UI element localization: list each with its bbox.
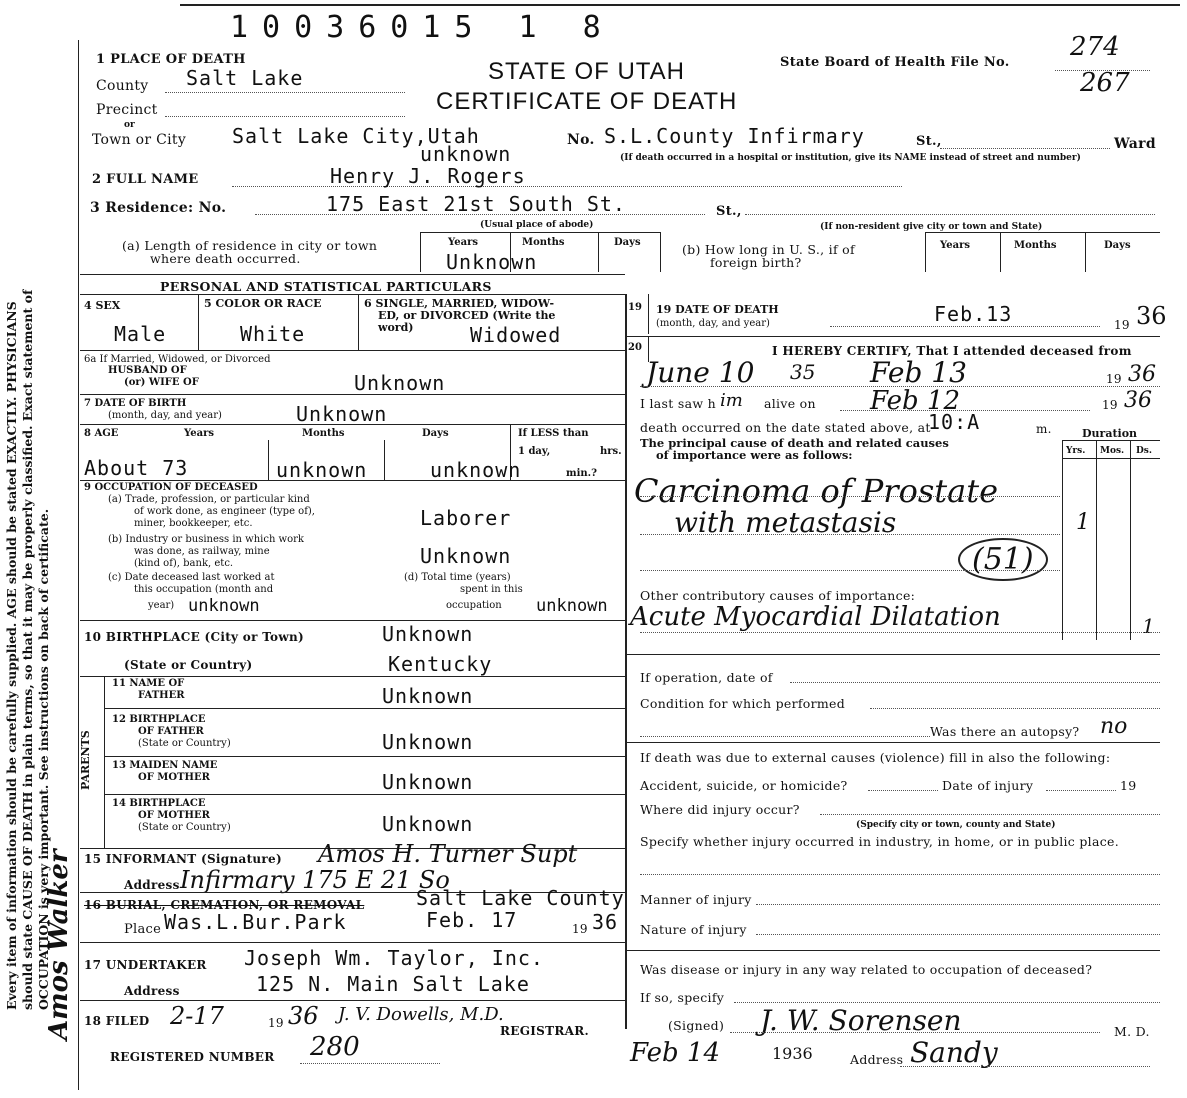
marital-label-a: 6 SINGLE, MARRIED, WIDOW-	[364, 297, 555, 310]
cause-label-a: The principal cause of death and related causes	[640, 436, 949, 450]
mother-name-label-a: 13 MAIDEN NAME	[112, 760, 218, 771]
occ-c-value: unknown	[188, 596, 260, 616]
residence-st-label: St.,	[716, 204, 742, 219]
duration-label: Duration	[1082, 427, 1138, 440]
town-label: Town or City	[92, 132, 187, 148]
color-label: 5 COLOR OR RACE	[204, 297, 322, 310]
less-hrs: hrs.	[600, 446, 622, 457]
marital-label-c: word)	[378, 321, 414, 334]
parents-side-label: PARENTS	[79, 730, 92, 790]
where-note: (Specify city or town, county and State)	[856, 820, 1056, 830]
occ-b-label-a: (b) Industry or business in which work	[108, 534, 304, 545]
or-label: or	[124, 120, 135, 130]
last-saw-year: 36	[1124, 388, 1152, 413]
institution-note: (If death occurred in a hospital or institution, give its NAME instead of street and number)	[620, 153, 1081, 163]
informant-address: Infirmary 175 E 21 So	[180, 866, 450, 894]
instruction-line-3: OCCUPATION is very important. See instructions on back of certificate.	[36, 508, 51, 1010]
us-months-header: Months	[1014, 240, 1057, 251]
md-label: M. D.	[1114, 1024, 1150, 1039]
less-label-b: 1 day,	[518, 446, 551, 457]
accident-label: Accident, suicide, or homicide?	[640, 778, 848, 793]
occ-b-label-b: was done, as railway, mine	[134, 546, 270, 557]
other-cause-duration: 1	[1142, 614, 1155, 638]
birthplace-state: Kentucky	[388, 652, 493, 676]
spouse-label-b: HUSBAND OF	[108, 365, 187, 376]
filed-year-prefix: 19	[268, 1016, 284, 1030]
cause-line-1: Carcinoma of Prostate	[634, 472, 999, 510]
signed-label: (Signed)	[668, 1018, 725, 1033]
where-label: Where did injury occur?	[640, 802, 800, 817]
death-year: 36	[1136, 302, 1167, 330]
specify-label: Specify whether injury occurred in industry, in home, or in public place.	[640, 834, 1119, 849]
death-time: 10:A	[928, 410, 981, 434]
reg-no-value: 280	[310, 1032, 360, 1062]
birthplace-state-label: (State or Country)	[124, 658, 253, 672]
spouse-label-a: 6a If Married, Widowed, or Divorced	[84, 354, 271, 365]
residence-value: 175 East 21st South St.	[326, 192, 626, 216]
burial-place: Was.L.Bur.Park	[164, 910, 347, 934]
mother-bp-label-b: OF MOTHER	[138, 810, 210, 821]
serial-stamp: 10036015 1 8	[230, 10, 615, 45]
registrar-signature: J. V. Dowells, M.D.	[338, 1004, 504, 1025]
length-label-a: (a) Length of residence in city or town	[122, 238, 378, 253]
burial-date: Feb. 17	[426, 908, 518, 932]
usual-abode-note: (Usual place of abode)	[480, 220, 594, 230]
certify-num: 20	[628, 342, 642, 353]
dur-mos-header: Mos.	[1100, 446, 1125, 456]
county-label: County	[96, 78, 149, 94]
instruction-line-2: should state CAUSE OF DEATH in plain terms, so that it may be properly classified. Exact statement of	[20, 289, 35, 1010]
file-no-1: 274	[1070, 32, 1120, 62]
last-saw-label: I last saw h	[640, 396, 716, 411]
manner-label: Manner of injury	[640, 892, 752, 907]
ward-label: Ward	[1114, 136, 1156, 152]
birthplace-label: 10 BIRTHPLACE (City or Town)	[84, 630, 304, 644]
margin-scrawl: Amos Walker	[44, 849, 74, 1040]
registrar-label: REGISTRAR.	[500, 1024, 590, 1038]
occurred-label: death occurred on the date stated above, at	[640, 420, 931, 435]
age-months-value: unknown	[276, 458, 368, 482]
birthplace-city: Unknown	[382, 622, 474, 646]
burial-value: Salt Lake County	[416, 886, 625, 910]
occ-d-label-a: (d) Total time (years)	[404, 572, 511, 583]
filed-label: 18 FILED	[84, 1014, 150, 1028]
operation-label: If operation, date of	[640, 670, 773, 685]
last-saw-date: Feb 12	[870, 386, 960, 416]
no-label: No.	[567, 132, 595, 148]
dob-value: Unknown	[296, 402, 388, 426]
left-border	[78, 40, 79, 1090]
burial-place-label: Place	[124, 922, 162, 937]
sex-value: Male	[114, 322, 167, 346]
autopsy-value: no	[1100, 714, 1128, 739]
father-bp-label-a: 12 BIRTHPLACE	[112, 714, 206, 725]
condition-label: Condition for which performed	[640, 696, 846, 711]
last-saw-him: im	[720, 390, 743, 411]
informant-signature: Amos H. Turner Supt	[318, 840, 578, 868]
attended-from-year: 35	[790, 360, 816, 384]
file-no-label: State Board of Health File No.	[780, 55, 1010, 70]
father-name-value: Unknown	[382, 684, 474, 708]
spouse-value: Unknown	[354, 371, 446, 395]
death-date-label-a: 19 DATE OF DEATH	[656, 303, 779, 316]
death-year-prefix: 19	[1114, 318, 1130, 332]
reg-no-label: REGISTERED NUMBER	[110, 1050, 275, 1064]
instruction-line-1: Every item of information should be carefully supplied. AGE should be stated EXACTLY. PHYSICIANS	[4, 301, 19, 1010]
related-label: Was disease or injury in any way related to occupation of deceased?	[640, 962, 1093, 977]
us-days-header: Days	[1104, 240, 1131, 251]
occ-d-label-c: occupation	[446, 600, 502, 611]
father-name-label-b: FATHER	[138, 690, 185, 701]
father-bp-label-c: (State or Country)	[138, 738, 231, 749]
signed-year: 1936	[772, 1044, 813, 1063]
county-value: Salt Lake	[186, 66, 304, 90]
personal-heading: PERSONAL AND STATISTICAL PARTICULARS	[160, 279, 492, 294]
cause-line-2: with metastasis	[674, 506, 897, 539]
informant-label: 15 INFORMANT (Signature)	[84, 852, 282, 866]
m-label: m.	[1036, 422, 1052, 436]
color-value: White	[240, 322, 306, 346]
center-divider	[625, 294, 627, 1029]
sex-label: 4 SEX	[84, 299, 121, 312]
full-name-label: 2 FULL NAME	[92, 172, 199, 187]
ifso-label: If so, specify	[640, 990, 725, 1005]
institution-value: S.L.County Infirmary	[604, 124, 865, 148]
occ-a-label-b: of work done, as engineer (type of),	[134, 506, 315, 517]
mother-name-label-b: OF MOTHER	[138, 772, 210, 783]
occ-a-label-a: (a) Trade, profession, or particular kind	[108, 494, 310, 505]
father-bp-value: Unknown	[382, 730, 474, 754]
burial-label: 16 BURIAL, CREMATION, OR REMOVAL	[84, 898, 365, 912]
length-value: Unknown	[446, 250, 538, 274]
undertaker-value: Joseph Wm. Taylor, Inc.	[244, 946, 544, 970]
years-header: Years	[448, 237, 479, 248]
attended-to-year: 36	[1128, 362, 1156, 387]
injury-year-prefix: 19	[1120, 778, 1137, 793]
mother-bp-value: Unknown	[382, 812, 474, 836]
nature-label: Nature of injury	[640, 922, 747, 937]
dob-label-b: (month, day, and year)	[108, 410, 222, 421]
attended-to-year-prefix: 19	[1106, 372, 1122, 386]
signed-date: Feb 14	[630, 1038, 720, 1068]
top-border	[180, 4, 1180, 6]
mother-bp-label-a: 14 BIRTHPLACE	[112, 798, 206, 809]
occ-c-label-b: this occupation (month and	[134, 584, 274, 595]
certify-text: I HEREBY CERTIFY, That I attended deceased from	[772, 344, 1132, 358]
us-label-b: foreign birth?	[710, 255, 802, 270]
burial-year-prefix: 19	[572, 922, 588, 936]
place-heading: 1 PLACE OF DEATH	[96, 52, 246, 67]
injury-date-label: Date of injury	[942, 778, 1034, 793]
days-header: Days	[614, 237, 641, 248]
age-days-label: Days	[422, 428, 449, 439]
occ-b-label-c: (kind of), bank, etc.	[134, 558, 234, 569]
dur-ds-header: Ds.	[1136, 446, 1153, 456]
us-years-header: Years	[940, 240, 971, 251]
residence-label: 3 Residence: No.	[90, 200, 227, 216]
age-months-label: Months	[302, 428, 345, 439]
other-cause-value: Acute Myocardial Dilatation	[630, 602, 1001, 632]
father-name-label-a: 11 NAME OF	[112, 678, 185, 689]
spouse-label-c: (or) WIFE OF	[124, 377, 199, 388]
less-label-a: If LESS than	[518, 428, 589, 439]
length-label-b: where death occurred.	[150, 251, 301, 266]
occ-b-value: Unknown	[420, 544, 512, 568]
undertaker-address: 125 N. Main Salt Lake	[256, 972, 530, 996]
last-saw-year-prefix: 19	[1102, 398, 1118, 412]
occ-d-label-b: spent in this	[460, 584, 523, 595]
occ-c-label-c: year)	[148, 600, 175, 611]
dur-yrs-header: Yrs.	[1066, 446, 1086, 456]
us-label-a: (b) How long in U. S., if of	[682, 242, 855, 257]
physician-address-label: Address	[850, 1052, 904, 1067]
age-label: 8 AGE	[84, 428, 119, 439]
cause-label-b: of importance were as follows:	[656, 448, 853, 462]
dob-label-a: 7 DATE OF BIRTH	[84, 398, 187, 409]
alive-on-label: alive on	[764, 396, 816, 411]
father-bp-label-b: OF FATHER	[138, 726, 204, 737]
cause-duration: 1	[1076, 510, 1090, 535]
occ-a-value: Laborer	[420, 506, 512, 530]
marital-label-b: ED, or DIVORCED (Write the	[378, 309, 556, 322]
age-years-value: About 73	[84, 456, 189, 480]
precinct-label: Precinct	[96, 102, 158, 118]
certificate-title: CERTIFICATE OF DEATH	[436, 88, 738, 115]
marital-value: Widowed	[470, 323, 562, 347]
name-above: unknown	[420, 142, 512, 166]
mother-bp-label-c: (State or Country)	[138, 822, 231, 833]
nonresident-note: (If non-resident give city or town and State)	[820, 222, 1043, 232]
st-label: St.,	[916, 134, 942, 149]
physician-signature: J. W. Sorensen	[760, 1004, 962, 1037]
filed-date: 2-17	[170, 1002, 224, 1030]
other-causes-label: Other contributory causes of importance:	[640, 588, 916, 603]
undertaker-address-label: Address	[124, 984, 180, 998]
town-value: Salt Lake City,Utah	[232, 124, 480, 148]
attended-from: June 10	[646, 356, 755, 389]
mother-name-value: Unknown	[382, 770, 474, 794]
state-title: STATE OF UTAH	[488, 58, 685, 85]
months-header: Months	[522, 237, 565, 248]
cause-code: (51)	[958, 538, 1048, 581]
occupation-heading: 9 OCCUPATION OF DECEASED	[84, 482, 258, 493]
age-days-value: unknown	[430, 458, 522, 482]
undertaker-label: 17 UNDERTAKER	[84, 958, 207, 972]
physician-address: Sandy	[910, 1036, 998, 1069]
autopsy-label: Was there an autopsy?	[930, 724, 1080, 739]
less-min: min.?	[566, 468, 597, 479]
death-date-label-b: (month, day, and year)	[656, 318, 770, 329]
informant-address-label: Address	[124, 878, 180, 892]
death-date-value: Feb.13	[934, 302, 1013, 326]
age-years-label: Years	[184, 428, 215, 439]
occ-c-label-a: (c) Date deceased last worked at	[108, 572, 275, 583]
occ-a-label-c: miner, bookkeeper, etc.	[134, 518, 253, 529]
filed-year: 36	[288, 1002, 319, 1030]
occ-d-value: unknown	[536, 596, 608, 616]
external-label: If death was due to external causes (violence) fill in also the following:	[640, 750, 1111, 765]
full-name-value: Henry J. Rogers	[330, 164, 526, 188]
side-instructions	[0, 0, 74, 1098]
burial-year: 36	[592, 910, 619, 934]
death-date-label-num: 19	[628, 302, 642, 313]
file-no-2: 267	[1080, 68, 1130, 98]
attended-to: Feb 13	[870, 356, 967, 389]
